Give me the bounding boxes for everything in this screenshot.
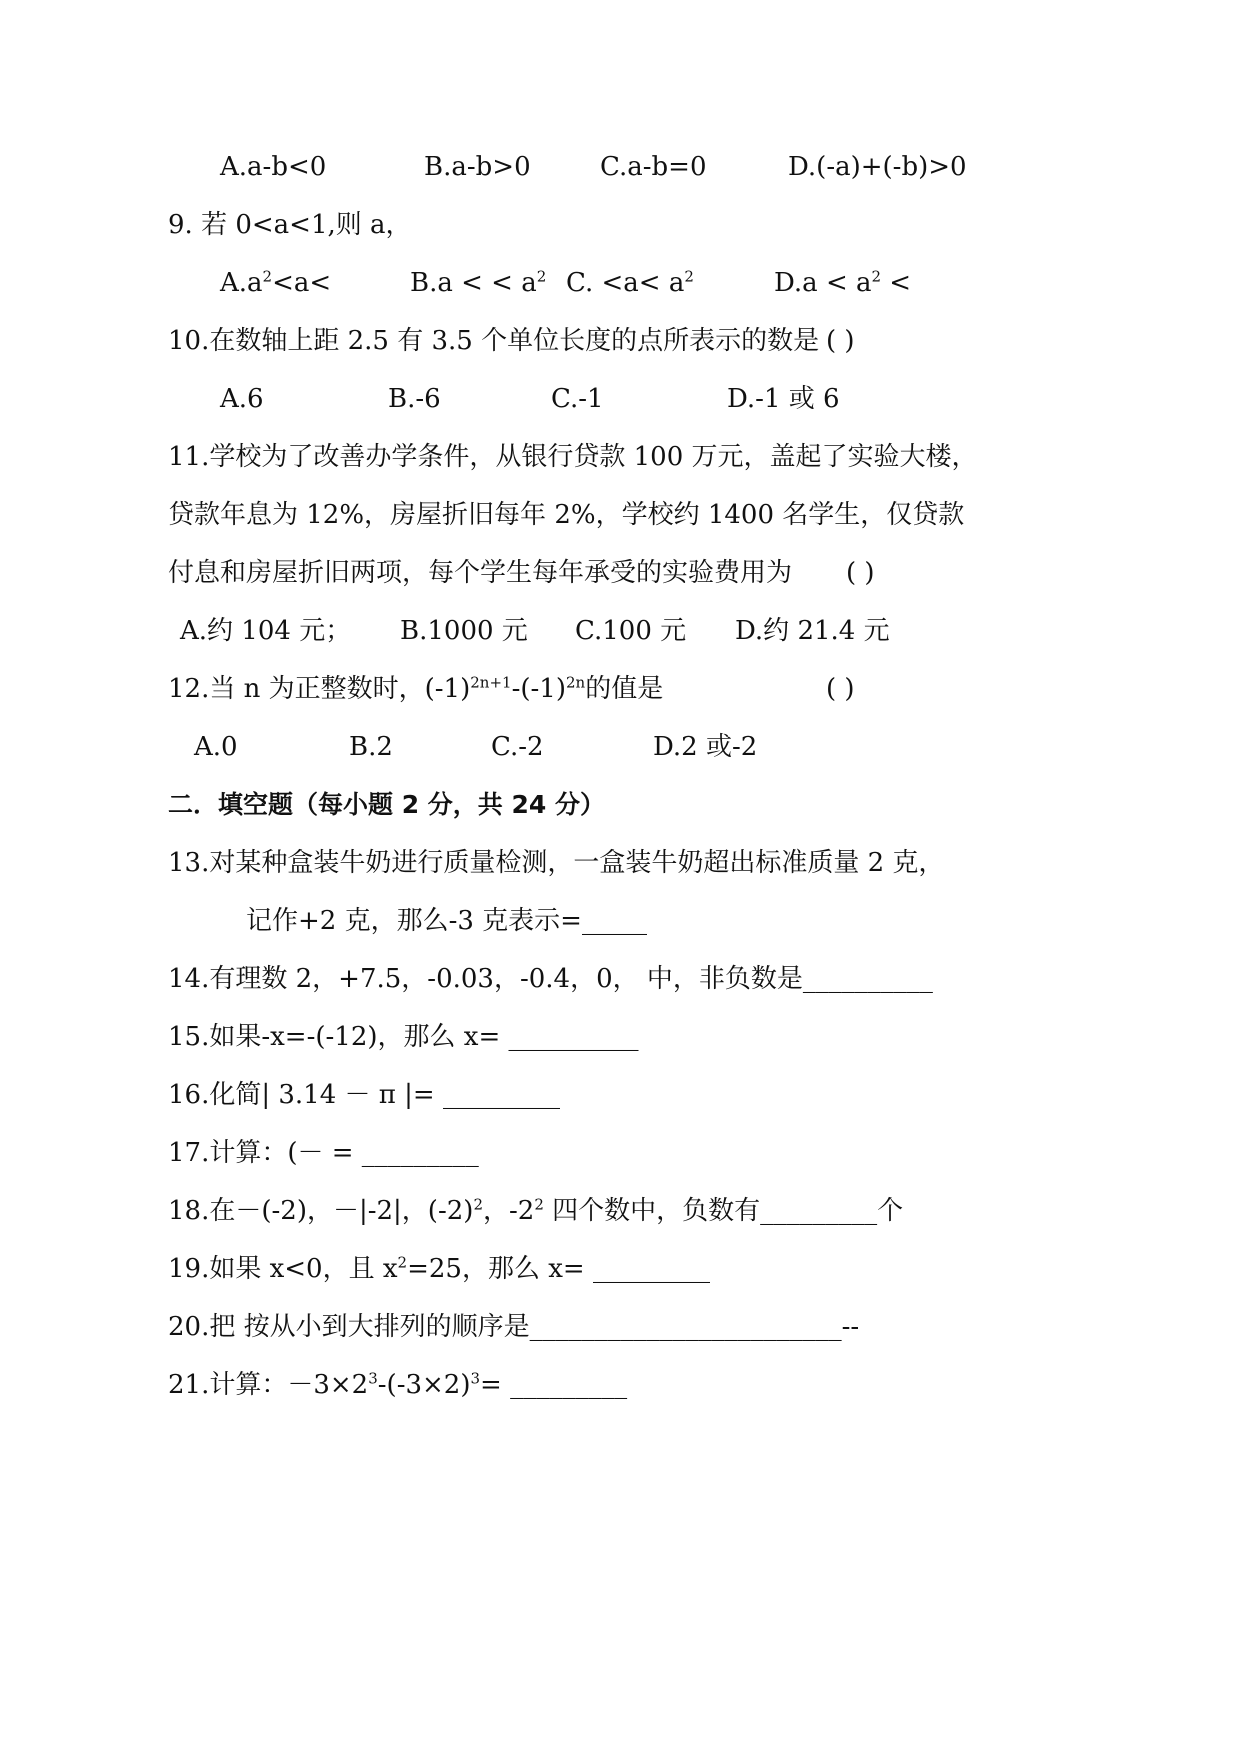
q10-option-a[interactable]: A.6 [220,384,264,414]
q19-line[interactable] [168,1252,710,1286]
q18-exponent-1: 2 [473,1195,483,1214]
q13-line-2[interactable]: 记作+2 克，那么-3 克表示=_____ [246,906,647,936]
q18-text-tail: 四个数中，负数有_________个 [543,1196,904,1226]
q9-option-a[interactable] [220,266,331,300]
q11-option-b[interactable]: B.1000 元 [400,616,528,646]
q12-stem-text: 12.当 n 为正整数时，(-1) [168,674,471,704]
q21-exponent-2: 3 [470,1369,481,1388]
q11-answer-paren[interactable]: ( ) [846,558,875,588]
q21-line[interactable] [168,1368,627,1402]
q12-option-c[interactable]: C.-2 [491,732,544,762]
q11-option-d[interactable]: D.约 21.4 元 [735,616,890,646]
q12-option-a[interactable]: A.0 [194,732,238,762]
q9-option-b-text: B.a < < a [410,268,537,298]
q18-line[interactable] [168,1194,903,1228]
q11-option-a[interactable]: A.约 104 元； [180,616,352,646]
q8-option-a[interactable]: A.a-b<0 [220,152,327,182]
q8-option-b[interactable]: B.a-b>0 [424,152,531,182]
q11-line-1: 11.学校为了改善办学条件，从银行贷款 100 万元，盖起了实验大楼， [168,442,978,472]
q11-line-3: 付息和房屋折旧两项，每个学生每年承受的实验费用为 [168,558,793,588]
q18-text: 18.在－(-2)，－|-2|，(-2) [168,1196,474,1226]
q18-text-mid: ，-2 [482,1196,535,1226]
q9-option-d-tail: < [881,268,912,298]
q8-option-d[interactable]: D.(-a)+(-b)>0 [788,152,967,182]
q11-line-2: 贷款年息为 12%，房屋折旧每年 2%，学校约 1400 名学生，仅贷款 [168,500,965,530]
q12-stem-mid: -(-1) [511,674,566,704]
q9-option-d-text: D.a < a [774,268,872,298]
q10-stem: 10.在数轴上距 2.5 有 3.5 个单位长度的点所表示的数是 [168,326,820,356]
q12-stem [168,672,663,706]
q9-option-c-exponent: 2 [684,267,694,286]
q20-line[interactable]: 20.把 按从小到大排列的顺序是________________________-- [168,1312,860,1342]
q21-text-mid: -(-3×2) [377,1370,471,1400]
q12-option-d[interactable]: D.2 或-2 [653,732,758,762]
q19-text-tail: =25，那么 x= _________ [407,1254,710,1284]
q9-option-c[interactable] [566,266,694,300]
q8-option-c[interactable]: C.a-b=0 [600,152,707,182]
q11-option-c[interactable]: C.100 元 [575,616,687,646]
q21-exponent-1: 3 [368,1369,378,1388]
section-2-heading: 二．填空题（每小题 2 分，共 24 分） [168,790,606,819]
q9-option-c-text: C. <a< a [566,268,685,298]
q12-exponent-2: 2n [565,673,586,692]
q21-text-tail: = _________ [480,1370,628,1400]
q10-option-d[interactable]: D.-1 或 6 [727,384,840,414]
q17-line[interactable]: 17.计算：(－ = _________ [168,1138,479,1168]
q19-text: 19.如果 x<0，且 x [168,1254,398,1284]
q12-option-b[interactable]: B.2 [349,732,393,762]
q9-option-a-exponent: 2 [262,267,273,286]
q9-option-d[interactable] [774,266,911,300]
q12-stem-tail: 的值是 [585,674,664,704]
q9-option-d-exponent: 2 [871,267,882,286]
q12-exponent-1: 2n+1 [470,673,512,692]
q12-answer-paren[interactable]: ( ) [826,674,855,704]
q9-stem: 9. 若 0<a<1,则 a， [168,210,412,240]
q9-option-a-text: A.a [220,268,263,298]
q9-option-b[interactable] [410,266,546,300]
q19-exponent: 2 [397,1253,408,1272]
q10-option-c[interactable]: C.-1 [551,384,604,414]
q10-option-b[interactable]: B.-6 [388,384,441,414]
q10-answer-paren[interactable]: ( ) [826,326,855,356]
q16-line[interactable]: 16.化简| 3.14 － π |= _________ [168,1080,560,1110]
q15-line[interactable]: 15.如果-x=-(-12)，那么 x= __________ [168,1022,639,1052]
q9-option-b-exponent: 2 [536,267,547,286]
q21-text: 21.计算：－3×2 [168,1370,369,1400]
q18-exponent-2: 2 [534,1195,544,1214]
q9-option-a-tail: <a< [272,268,332,298]
q13-line-1: 13.对某种盒装牛奶进行质量检测，一盒装牛奶超出标准质量 2 克， [168,848,945,878]
q14-line[interactable]: 14.有理数 2，+7.5，-0.03，-0.4，0， 中，非负数是__________ [168,964,933,994]
